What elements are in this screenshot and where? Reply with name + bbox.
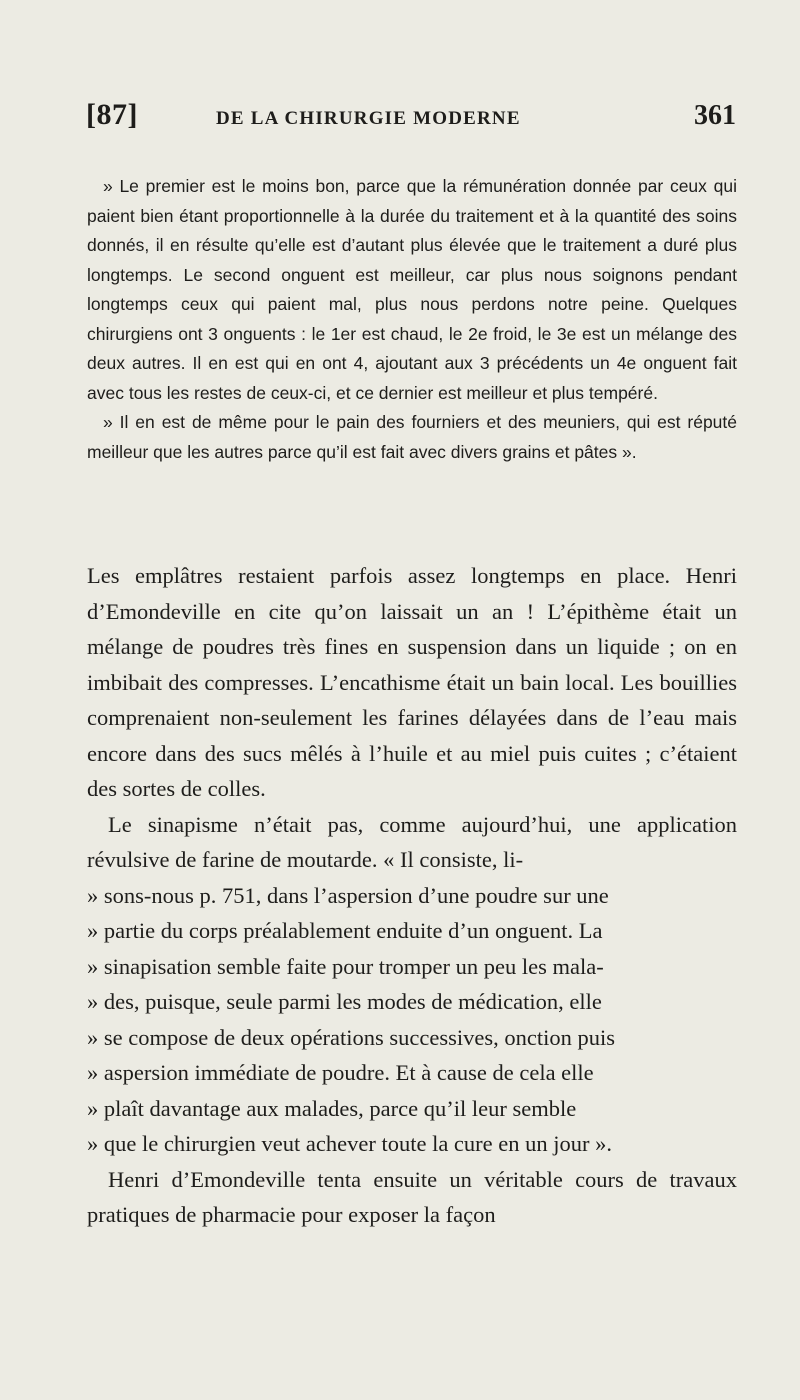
body-text	[87, 558, 737, 1233]
quoted-line: » se compose de deux opérations successives, onction puis	[87, 1024, 616, 1050]
quoted-line: » sinapisation semble faite pour tromper un peu les mala-	[87, 953, 604, 979]
quoted-line: » aspersion immédiate de poudre. Et à cause de cela elle	[87, 1060, 594, 1085]
quoted-line: » partie du corps préalablement enduite d’un onguent. La	[87, 918, 603, 943]
folio-number: 361	[694, 100, 736, 131]
quote-paragraph: » Le premier est le moins bon, parce que la rémunération donnée par ceux qui paient bien étant proportionnelle à la durée du traitement et à la quantité des soins donnés, il en résulte qu’elle est d’autant plus élevée que le traitement a duré plus longtemps. Le second onguent est meilleur, car plus nous soignons pendant longtemps ceux qui paient mal, plus nous perdons notre peine. Quelques chirurgiens ont 3 onguents : le 1er est chaud, le 2e froid, le 3e est un mélange des deux autres. Il en est qui en ont 4, ajoutant aux 3 précédents un 4e onguent fait avec tous les restes de ceux-ci, et ce dernier est meilleur et plus tempéré.	[87, 176, 737, 403]
running-title: DE LA CHIRURGIE MODERNE	[216, 108, 521, 129]
quote-paragraph: » Il en est de même pour le pain des fourniers et des meuniers, qui est réputé meilleur que les autres parce qu’il est fait avec divers grains et pâtes ».	[87, 412, 737, 462]
body-paragraph: Henri d’Emondeville tenta ensuite un véritable cours de travaux pratiques de pharmacie pour exposer la façon	[87, 1166, 737, 1227]
page-bracket-number: [87]	[86, 98, 138, 131]
body-paragraph: Les emplâtres restaient parfois assez longtemps en place. Henri d’Emondeville en cite qu’on laissait un an ! L’épithème était un mélange de poudres très fines en suspension dans un liquide ; on en imbibait des compresses. L’encathisme était un bain local. Les bouillies comprenaient non-seulement les farines délayées dans de l’eau mais encore dans des sucs mêlés à l’huile et au miel puis cuites ; c’étaient des sortes de colles.	[87, 563, 737, 801]
quoted-line: » que le chirurgien veut achever toute la cure en un jour ».	[87, 1131, 613, 1156]
quoted-passage	[87, 172, 737, 467]
quoted-line: » plaît davantage aux malades, parce qu’il leur semble	[87, 1095, 577, 1121]
quoted-line: » sons-nous p. 751, dans l’aspersion d’une poudre sur une	[87, 882, 609, 908]
page-header	[86, 98, 736, 142]
body-paragraph: Le sinapisme n’était pas, comme aujourd’hui, une application révulsive de farine de moutarde. « Il consiste, li-	[87, 811, 737, 872]
quoted-line: » des, puisque, seule parmi les modes de médication, elle	[87, 989, 602, 1014]
